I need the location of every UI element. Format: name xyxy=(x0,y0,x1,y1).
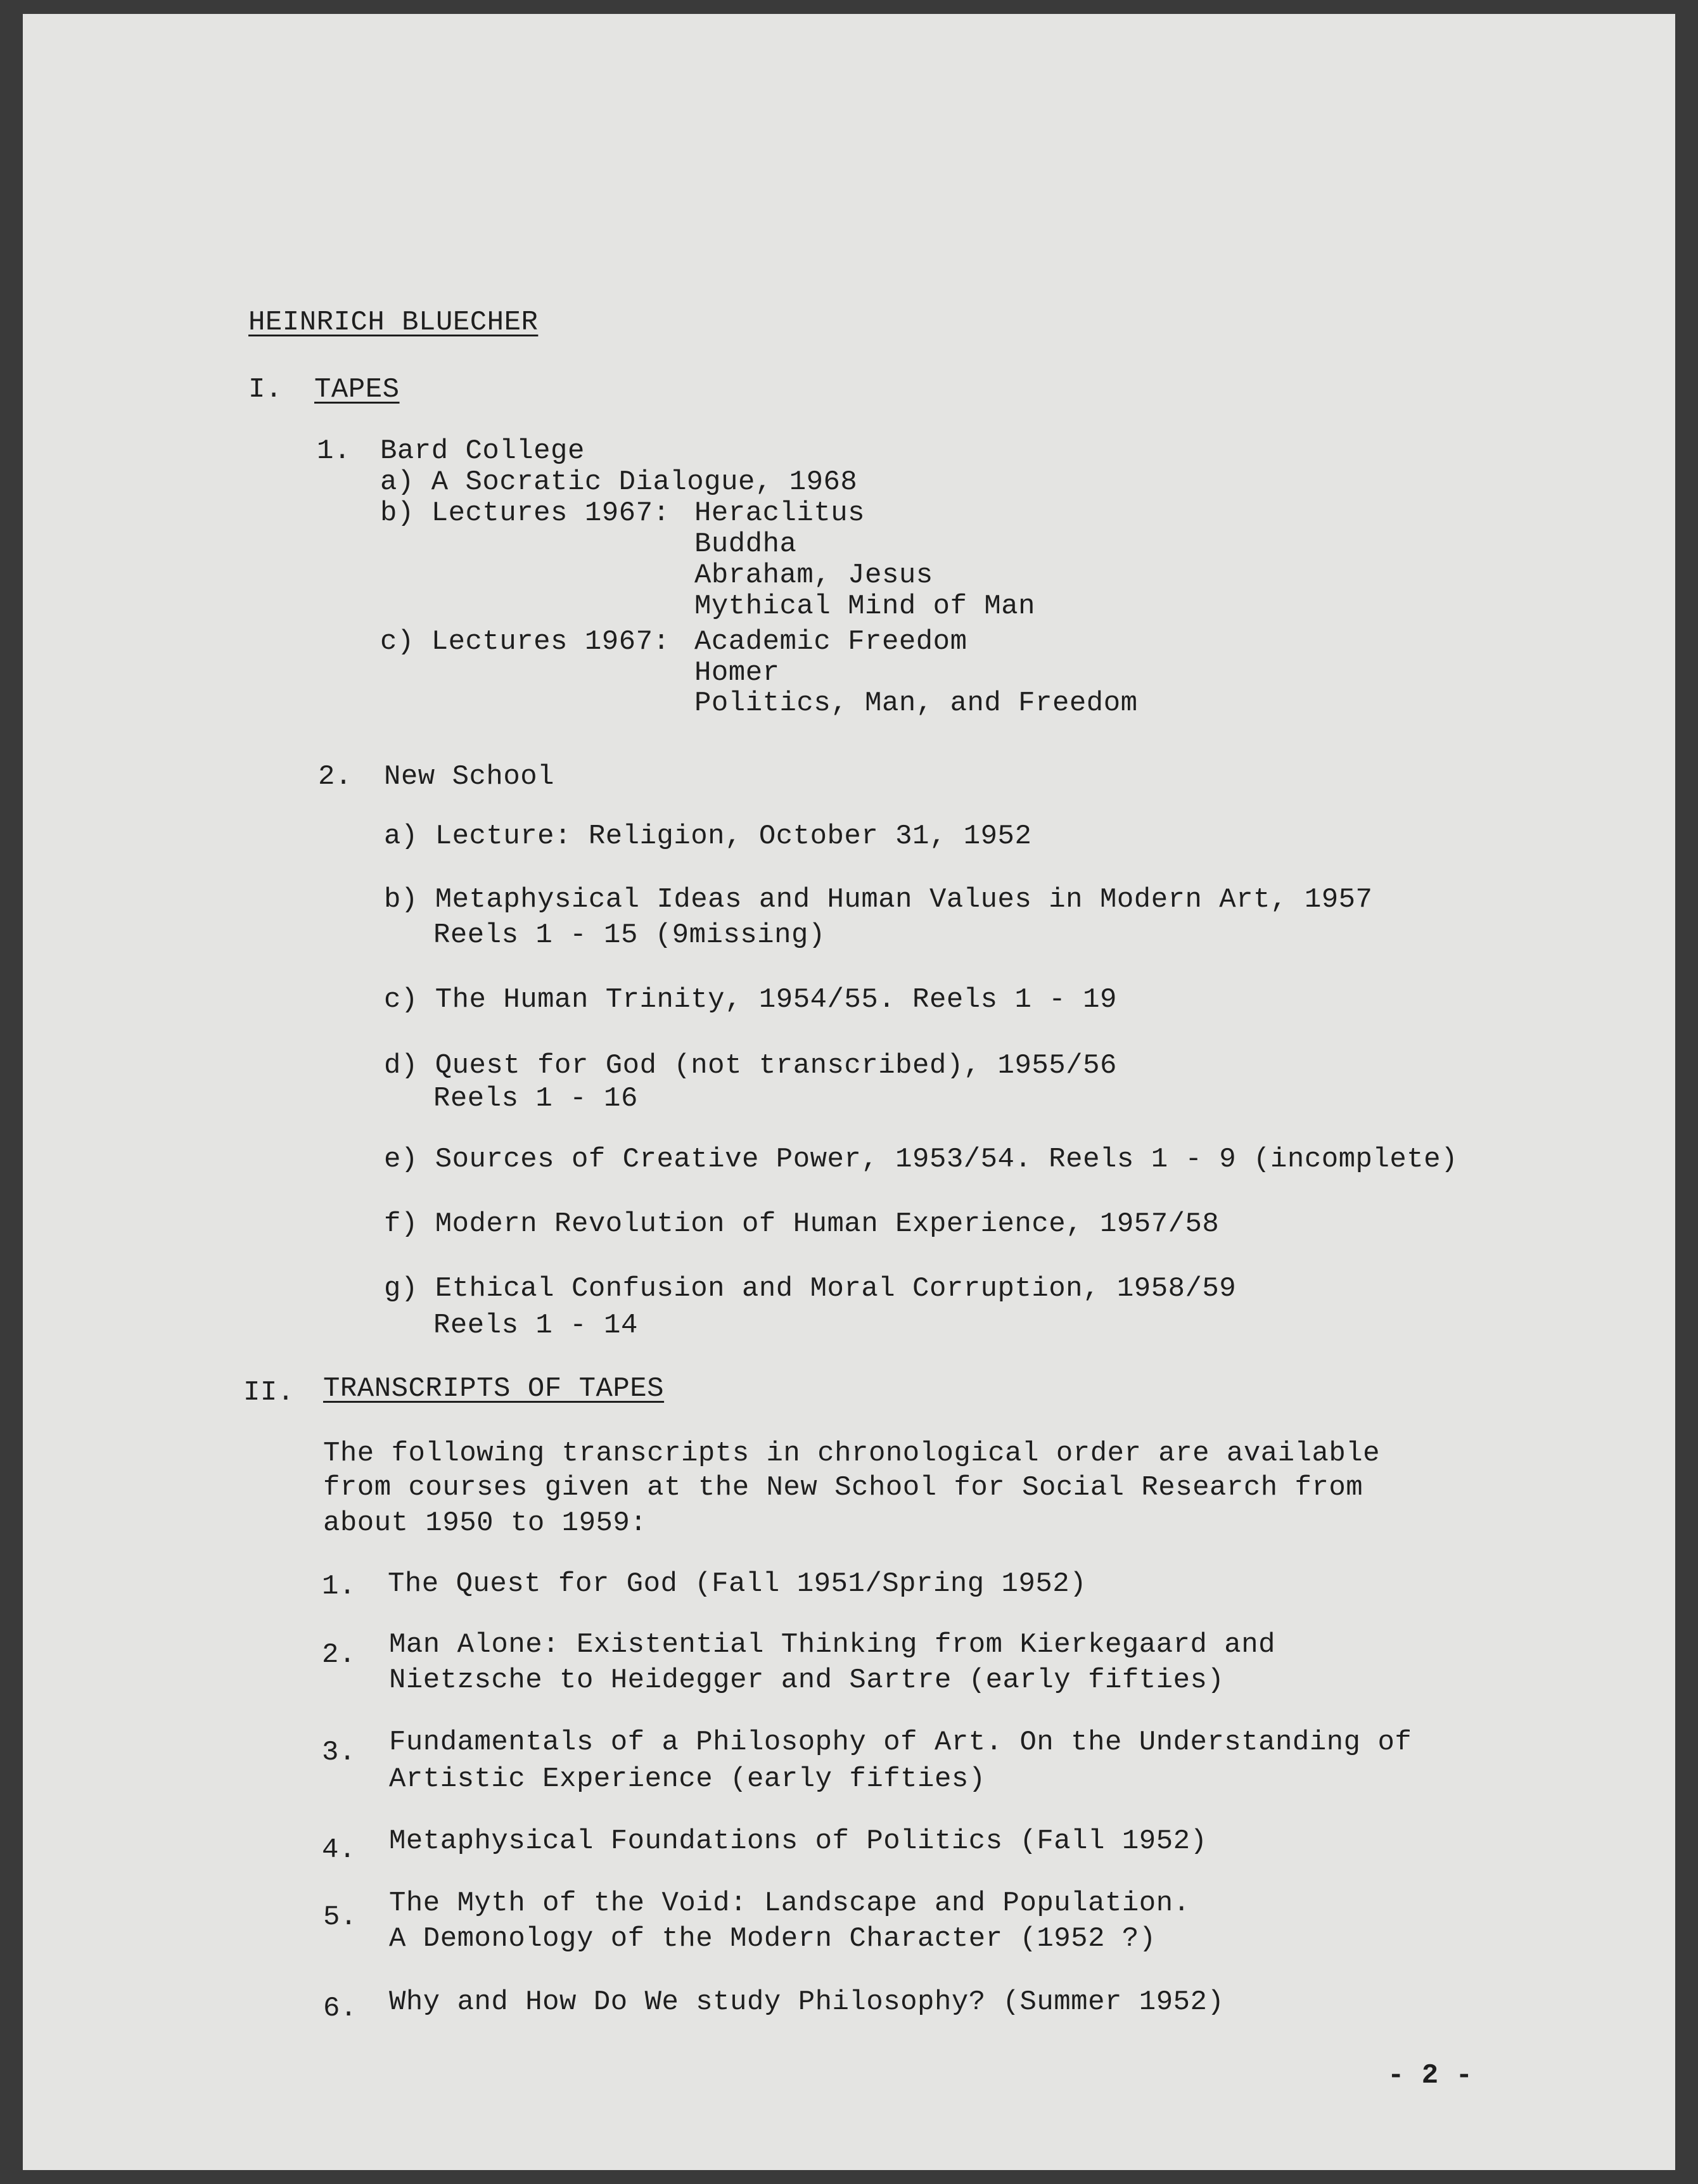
group-2-item-g-reels: Reels 1 - 14 xyxy=(433,1310,638,1341)
transcript-title: Man Alone: Existential Thinking from Kierkegaard and xyxy=(389,1629,1276,1661)
section-2-heading: TRANSCRIPTS OF TAPES xyxy=(323,1373,665,1405)
group-1-item-a: a) A Socratic Dialogue, 1968 xyxy=(380,466,858,498)
section-1-numeral: I. xyxy=(248,374,283,406)
transcript-number: 3. xyxy=(322,1737,356,1768)
transcript-title: The Myth of the Void: Landscape and Population. xyxy=(389,1887,1191,1919)
group-2-item-f: f) Modern Revolution of Human Experience, 1957/58 xyxy=(384,1208,1220,1240)
transcript-number: 1. xyxy=(322,1571,356,1602)
group-2-item-e: e) Sources of Creative Power, 1953/54. Reels 1 - 9 (incomplete) xyxy=(384,1144,1458,1175)
lecture-topic: Abraham, Jesus xyxy=(694,559,933,591)
transcript-title: Why and How Do We study Philosophy? (Summer 1952) xyxy=(389,1986,1225,2018)
group-1-name: Bard College xyxy=(380,435,585,467)
document-title: HEINRICH BLUECHER xyxy=(248,307,539,338)
transcript-title: Artistic Experience (early fifties) xyxy=(389,1763,986,1795)
transcript-number: 5. xyxy=(323,1901,357,1933)
lecture-topic: Academic Freedom xyxy=(694,626,967,658)
section-2-intro-line: The following transcripts in chronological order are available xyxy=(323,1438,1381,1469)
group-2-number: 2. xyxy=(318,761,352,793)
transcript-number: 4. xyxy=(322,1834,356,1866)
lecture-topic: Heraclitus xyxy=(694,497,865,529)
group-1-number: 1. xyxy=(317,435,351,467)
page-number: - 2 - xyxy=(1388,2060,1473,2091)
transcript-number: 2. xyxy=(322,1639,356,1671)
transcript-title: Nietzsche to Heidegger and Sartre (early fifties) xyxy=(389,1664,1225,1696)
group-1-item-b-label: b) Lectures 1967: xyxy=(380,497,670,529)
group-2-name: New School xyxy=(384,761,555,793)
group-2-item-d: d) Quest for God (not transcribed), 1955/56 xyxy=(384,1050,1117,1082)
lecture-topic: Homer xyxy=(694,657,780,689)
lecture-topic: Mythical Mind of Man xyxy=(694,591,1036,622)
transcript-title: Metaphysical Foundations of Politics (Fall 1952) xyxy=(389,1825,1208,1857)
section-1-heading: TAPES xyxy=(314,374,400,406)
transcript-number: 6. xyxy=(323,1993,357,2024)
group-1-item-c-label: c) Lectures 1967: xyxy=(380,626,670,658)
group-2-item-b: b) Metaphysical Ideas and Human Values in Modern Art, 1957 xyxy=(384,884,1373,916)
transcript-title: The Quest for God (Fall 1951/Spring 1952) xyxy=(388,1568,1087,1600)
section-2-numeral: II. xyxy=(243,1377,295,1408)
group-2-item-g: g) Ethical Confusion and Moral Corruption, 1958/59 xyxy=(384,1273,1237,1305)
transcript-title: A Demonology of the Modern Character (1952 ?) xyxy=(389,1923,1156,1955)
group-2-item-a: a) Lecture: Religion, October 31, 1952 xyxy=(384,821,1032,852)
section-2-intro-line: from courses given at the New School for Social Research from xyxy=(323,1472,1363,1504)
group-2-item-b-reels: Reels 1 - 15 (9missing) xyxy=(433,919,826,951)
lecture-topic: Politics, Man, and Freedom xyxy=(694,687,1138,719)
group-2-item-d-reels: Reels 1 - 16 xyxy=(433,1083,638,1114)
section-2-intro-line: about 1950 to 1959: xyxy=(323,1507,648,1539)
transcript-title: Fundamentals of a Philosophy of Art. On the Understanding of xyxy=(389,1727,1412,1758)
lecture-topic: Buddha xyxy=(694,528,797,560)
group-2-item-c: c) The Human Trinity, 1954/55. Reels 1 - 19 xyxy=(384,984,1117,1016)
